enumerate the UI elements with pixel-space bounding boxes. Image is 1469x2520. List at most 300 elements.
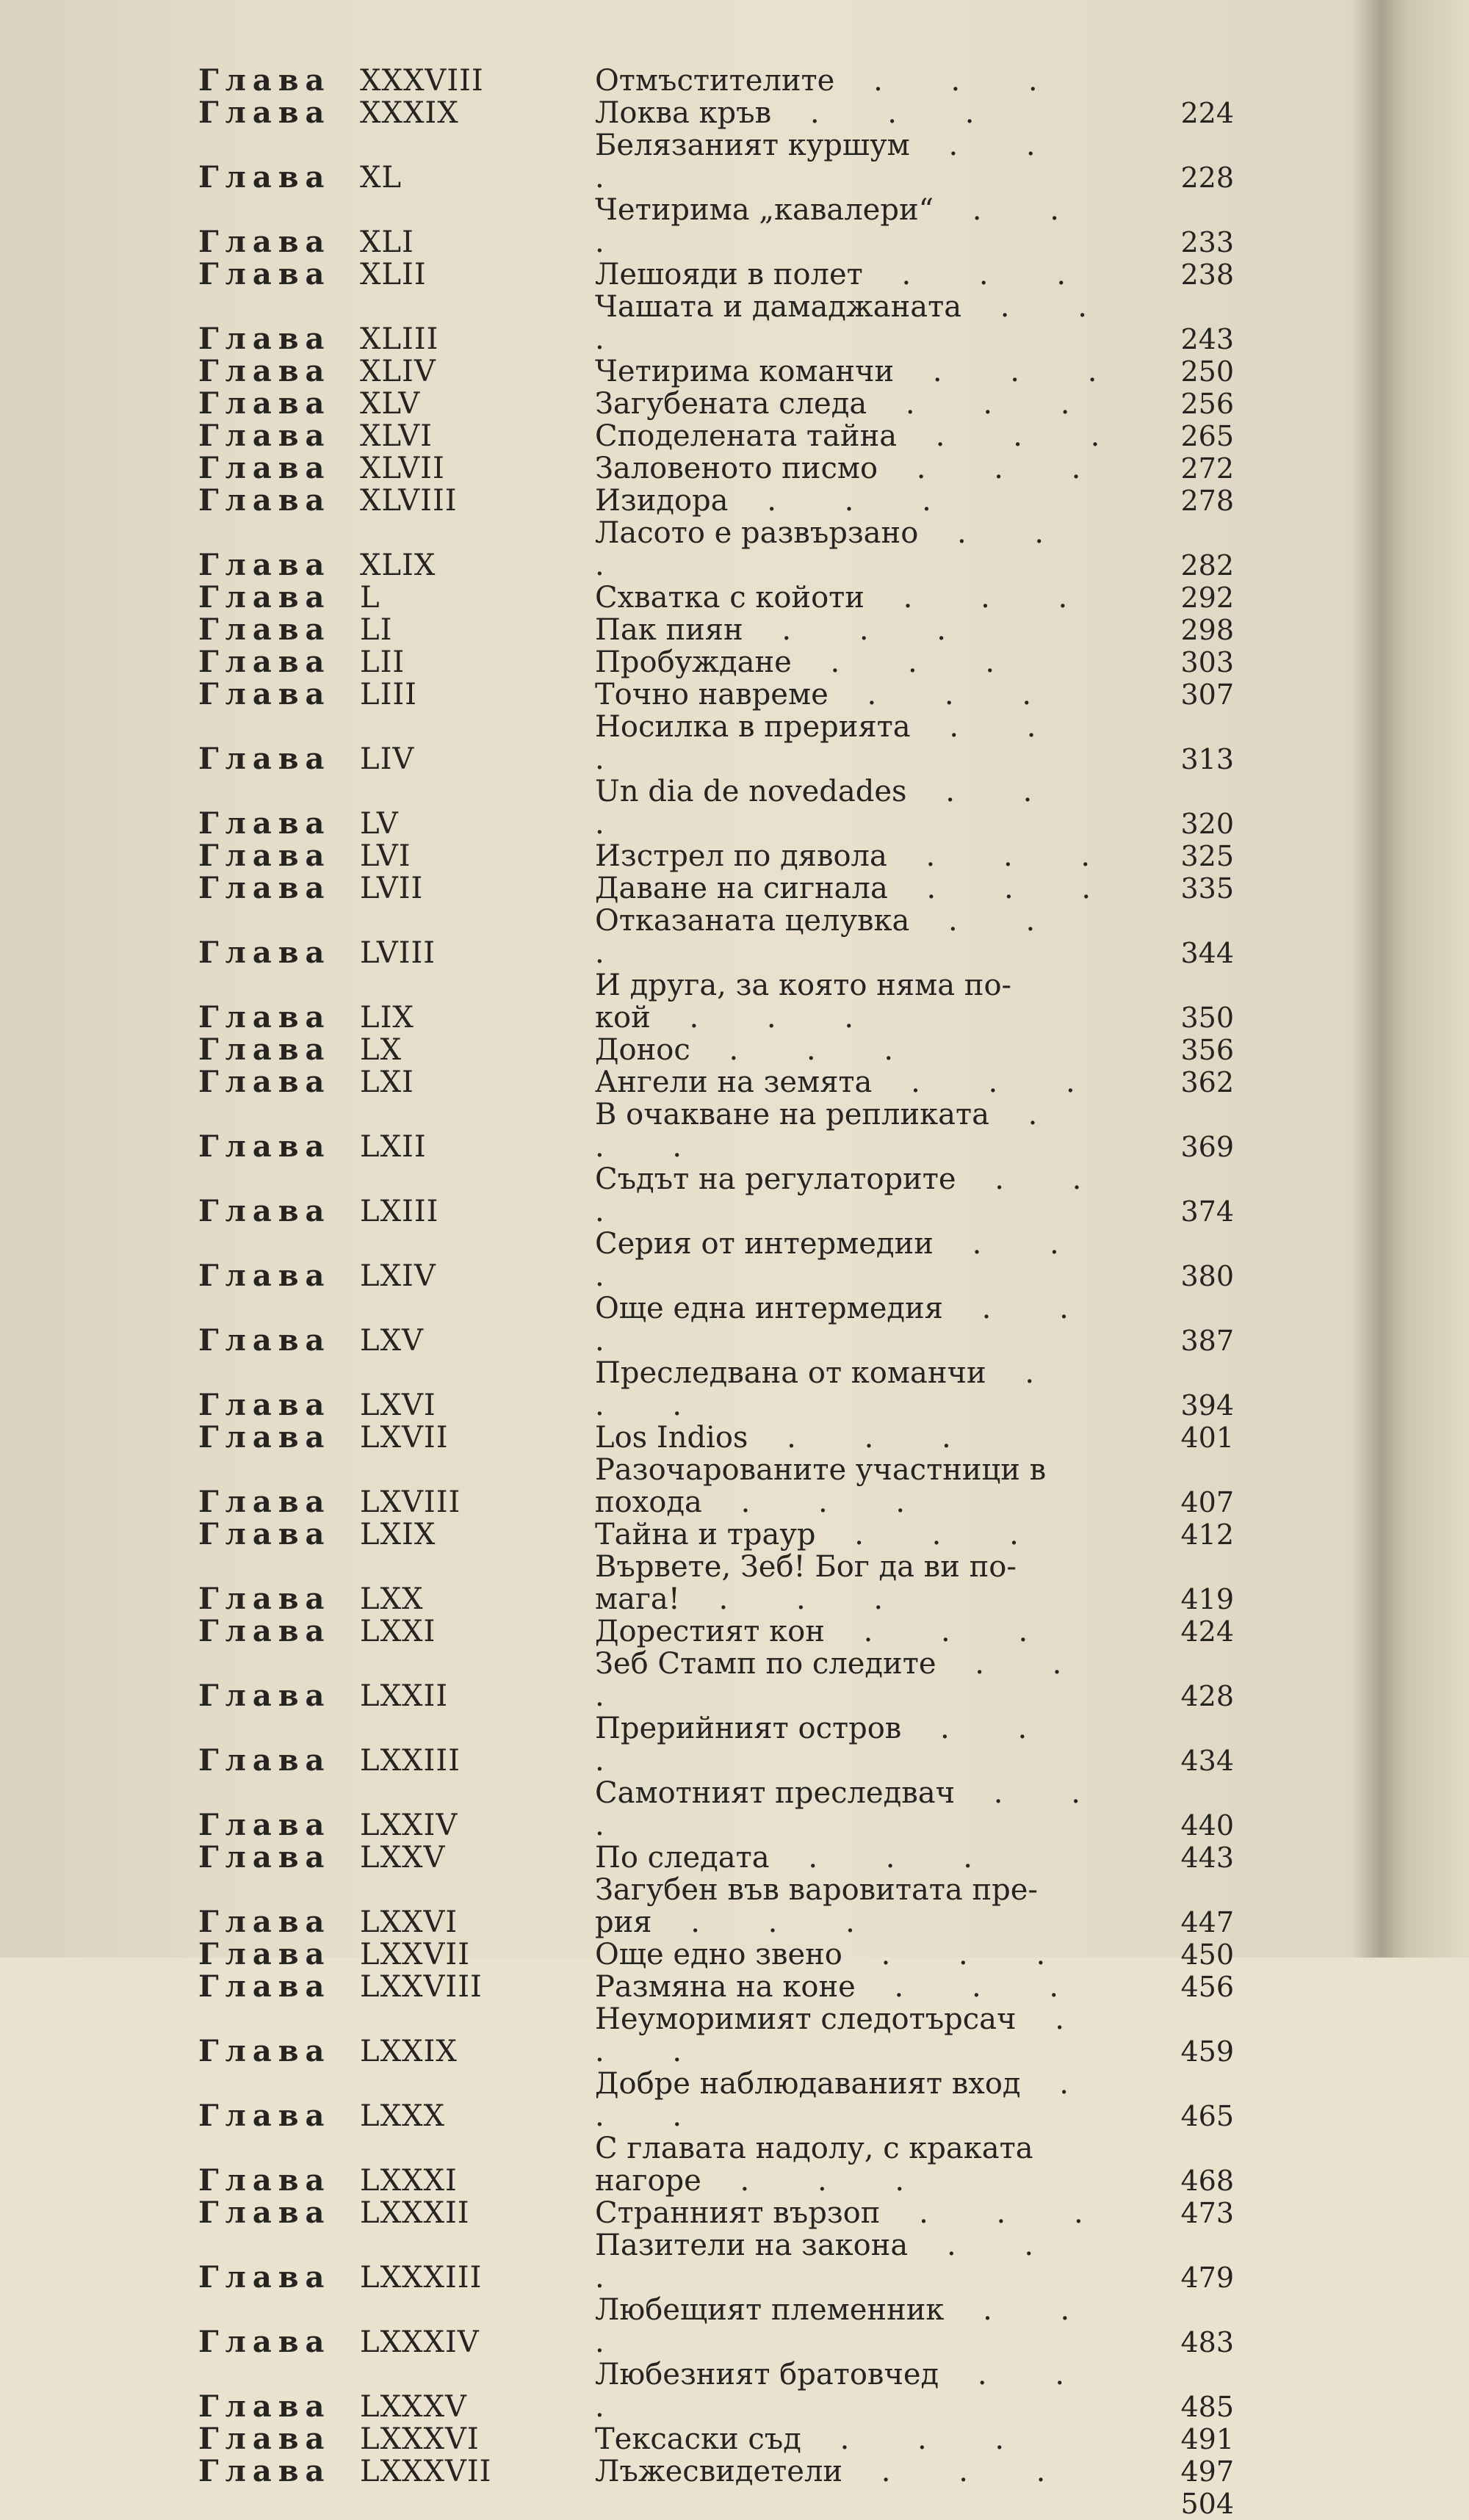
chapter-number: L — [360, 581, 380, 615]
toc-entry — [198, 258, 1234, 291]
leader-dots: . . . — [690, 1033, 923, 1067]
chapter-word: Глава — [198, 1420, 331, 1455]
leader-dots: . . . — [650, 1001, 884, 1035]
chapter-label — [198, 258, 595, 291]
chapter-title-text: Схватка с койоти — [595, 581, 865, 615]
toc-entry — [198, 452, 1234, 485]
chapter-label — [198, 1325, 595, 1357]
chapter-word: Глава — [198, 1969, 331, 2004]
leader-dots: . . . — [595, 1647, 1130, 1713]
chapter-number: XLI — [360, 225, 414, 259]
toc-entry — [198, 2003, 1234, 2068]
chapter-word: Глава — [198, 2260, 331, 2295]
chapter-label — [198, 872, 595, 905]
toc-entry — [198, 646, 1234, 678]
leader-dots: . . . — [897, 419, 1130, 453]
page-number: 335 — [1180, 872, 1234, 905]
page-number: 243 — [1180, 323, 1234, 355]
page-number: 282 — [1180, 549, 1234, 582]
chapter-number: LXVII — [360, 1421, 449, 1455]
chapter-word: Глава — [198, 2034, 331, 2068]
toc-entry — [198, 614, 1234, 646]
leader-dots: . . . — [595, 193, 1127, 259]
leader-dots: . . . — [595, 775, 1101, 841]
toc-entry — [198, 1422, 1234, 1454]
chapter-label — [198, 2423, 595, 2455]
page-number: 401 — [1180, 1422, 1234, 1454]
chapter-title — [595, 840, 1138, 872]
chapter-word: Глава — [198, 1000, 331, 1035]
toc-entry — [198, 775, 1234, 840]
page-gutter-shadow — [1351, 0, 1381, 1958]
chapter-number: LXXXVII — [360, 2455, 492, 2488]
chapter-word: Глава — [198, 322, 331, 356]
chapter-label — [198, 1938, 595, 1971]
chapter-label — [198, 355, 595, 388]
chapter-label — [198, 1583, 595, 1615]
chapter-title-text: Още една интермедия — [595, 1292, 943, 1325]
chapter-label — [198, 2391, 595, 2423]
page-number: 473 — [1180, 2197, 1234, 2229]
chapter-number: LXII — [360, 1130, 427, 1164]
chapter-title-text: Размяна на коне — [595, 1970, 856, 2004]
chapter-title-text: Los Indios — [595, 1421, 748, 1455]
page-number: 344 — [1180, 937, 1234, 969]
leader-dots: . . . — [595, 1712, 1095, 1778]
chapter-title-text: Тайна и траур — [595, 1518, 816, 1552]
page-number: 407 — [1180, 1486, 1234, 1518]
chapter-word: Глава — [198, 63, 331, 98]
chapter-number: LXVI — [360, 1388, 436, 1422]
chapter-title-text: Даване на сигнала — [595, 872, 888, 905]
page-number: 350 — [1180, 1002, 1234, 1034]
page-number: 450 — [1180, 1938, 1234, 1971]
chapter-title — [595, 905, 1138, 969]
chapter-word: Глава — [198, 1840, 331, 1875]
leader-dots: . . . — [728, 484, 961, 518]
chapter-word: Глава — [198, 1129, 331, 1164]
chapter-title — [595, 1292, 1138, 1357]
page-number: 320 — [1180, 808, 1234, 840]
chapter-title-text: Un dia de novedades — [595, 775, 907, 808]
chapter-label — [198, 2197, 595, 2229]
chapter-title — [595, 1162, 1150, 1228]
leader-dots: . . . — [878, 452, 1111, 485]
toc-entry — [198, 1842, 1234, 1874]
chapter-word: Глава — [198, 1485, 331, 1519]
leader-dots: . . . — [769, 1841, 1002, 1875]
chapter-word: Глава — [198, 1065, 331, 1099]
chapter-number: LXXXV — [360, 2390, 467, 2424]
chapter-number: LXV — [360, 1324, 424, 1358]
chapter-number: LII — [360, 645, 405, 679]
chapter-word: Глава — [198, 677, 331, 712]
chapter-title-text: Пак пиян — [595, 613, 743, 647]
leader-dots: . . . — [595, 904, 1103, 970]
toc-entry — [198, 194, 1234, 258]
chapter-title — [595, 355, 1138, 388]
chapter-title — [595, 1776, 1149, 1842]
chapter-title-continuation: кой — [595, 1001, 651, 1035]
chapter-word: Глава — [198, 2163, 331, 2198]
chapter-label — [198, 485, 595, 517]
leader-dots: . . . — [872, 1065, 1105, 1099]
leader-dots: . . . — [887, 872, 1121, 905]
chapter-title — [595, 194, 1138, 258]
chapter-number: LXXXI — [360, 2164, 458, 2198]
chapter-title — [595, 1422, 1138, 1454]
chapter-title-continuation: нагоре — [595, 2164, 701, 2198]
toc-entry — [198, 1874, 1234, 1938]
leader-dots: . . . — [824, 1615, 1058, 1648]
chapter-word: Глава — [198, 225, 331, 259]
chapter-title-text: Изидора — [595, 484, 729, 518]
chapter-title-text: Пробуждане — [595, 645, 792, 679]
chapter-number: LXXV — [360, 1841, 446, 1875]
chapter-title-text: Четирима команчи — [595, 355, 895, 388]
toc-entry — [198, 1066, 1234, 1098]
chapter-number: LV — [360, 807, 399, 841]
page-number: 434 — [1180, 1745, 1234, 1777]
chapter-title-text: Загубен във варовитата пре- — [595, 1873, 1038, 1907]
chapter-title-text: И друга, за която няма по- — [595, 968, 1012, 1002]
chapter-word: Глава — [198, 1679, 331, 1713]
leader-dots: . . . — [867, 387, 1100, 421]
toc-entry — [198, 2068, 1234, 2132]
leader-dots: . . . — [880, 2196, 1113, 2230]
chapter-title — [595, 2358, 1138, 2423]
chapter-label — [198, 582, 595, 614]
chapter-label — [198, 743, 595, 775]
page-number: 485 — [1180, 2391, 1234, 2423]
leader-dots: . . . — [595, 2228, 1102, 2295]
chapter-number: LXXX — [360, 2099, 445, 2133]
toc-entry — [198, 1034, 1234, 1066]
page-number: 380 — [1180, 1260, 1234, 1292]
page-number: 374 — [1180, 1195, 1234, 1228]
chapter-number: LIV — [360, 742, 415, 776]
chapter-number: LXIX — [360, 1518, 436, 1552]
chapter-word: Глава — [198, 95, 331, 130]
chapter-label — [198, 1971, 595, 2003]
chapter-title — [595, 969, 1138, 1034]
chapter-title — [595, 614, 1138, 646]
chapter-number: LXXVI — [360, 1905, 458, 1939]
chapter-label — [198, 65, 595, 97]
chapter-label — [198, 226, 595, 258]
chapter-number: XLIII — [360, 322, 439, 356]
chapter-title-text: Прерийният остров — [595, 1712, 902, 1745]
page-number: 292 — [1180, 582, 1234, 614]
leader-dots: . . . — [595, 1227, 1127, 1293]
chapter-title-text: Отказаната целувка — [595, 904, 910, 938]
toc-entry — [198, 1357, 1234, 1422]
chapter-title-continuation: мага! — [595, 1582, 680, 1616]
chapter-title — [595, 2229, 1138, 2294]
chapter-label — [198, 678, 595, 711]
toc-entry — [198, 291, 1234, 355]
leader-dots: . . . — [815, 1518, 1048, 1552]
leader-dots: . . . — [679, 1582, 913, 1616]
leader-dots: . . . — [828, 678, 1061, 712]
chapter-title-text: Отмъстителите — [595, 64, 835, 98]
leader-dots: . . . — [595, 1356, 1102, 1422]
leader-dots: . . . — [887, 839, 1120, 873]
chapter-number: LXXVIII — [360, 1970, 483, 2004]
chapter-title-text: В очакване на репликата — [595, 1098, 989, 1132]
chapter-label — [198, 2035, 595, 2068]
chapter-word: Глава — [198, 871, 331, 905]
leader-dots: . . . — [595, 710, 1105, 776]
chapter-number: LVI — [360, 839, 411, 873]
chapter-word: Глава — [198, 645, 331, 679]
page-number: 419 — [1180, 1583, 1234, 1615]
chapter-label — [198, 162, 595, 194]
page-number: 362 — [1180, 1066, 1234, 1098]
chapter-title — [595, 2132, 1138, 2197]
chapter-number: LXXIII — [360, 1744, 461, 1778]
leader-dots: . . . — [862, 258, 1096, 292]
chapter-title-continuation: рия — [595, 1905, 652, 1939]
chapter-label — [198, 2326, 595, 2358]
chapter-word: Глава — [198, 2422, 331, 2456]
page-number: 428 — [1180, 1680, 1234, 1712]
chapter-label — [198, 2262, 595, 2294]
chapter-word: Глава — [198, 354, 331, 388]
chapter-title — [595, 65, 1138, 97]
leader-dots: . . . — [791, 645, 1025, 679]
toc-entry — [198, 2423, 1234, 2455]
chapter-label — [198, 1680, 595, 1712]
chapter-label — [198, 1906, 595, 1938]
chapter-label — [198, 1809, 595, 1842]
toc-entry — [198, 1098, 1234, 1163]
chapter-label — [198, 1131, 595, 1163]
chapter-title — [595, 485, 1138, 517]
chapter-word: Глава — [198, 2454, 331, 2488]
leader-dots: . . . — [748, 1421, 981, 1455]
leader-dots: . . . — [864, 581, 1097, 615]
chapter-number: XLVII — [360, 452, 445, 485]
leader-dots: . . . — [842, 2455, 1075, 2488]
page-number: 238 — [1180, 258, 1234, 291]
toc-entry — [198, 1648, 1234, 1712]
page-number: 228 — [1180, 162, 1234, 194]
chapter-label — [198, 1518, 595, 1551]
page-number: 278 — [1180, 485, 1234, 517]
chapter-title — [595, 2197, 1138, 2229]
chapter-title-text: Зеб Стамп по следите — [595, 1647, 936, 1681]
chapter-title — [595, 1874, 1138, 1938]
chapter-title-text: Чашата и дамаджаната — [595, 290, 962, 324]
toc-entry — [198, 2488, 1234, 2520]
chapter-number: XL — [360, 161, 403, 195]
chapter-number: LXXIX — [360, 2035, 458, 2068]
chapter-label — [198, 614, 595, 646]
chapter-title-text: Тексаски съд — [595, 2422, 801, 2456]
chapter-number: XLIX — [360, 548, 436, 582]
toc-entry — [198, 2132, 1234, 2197]
toc-entry — [198, 2294, 1234, 2358]
chapter-title-text: Носилка в прерията — [595, 710, 911, 744]
chapter-label — [198, 1615, 595, 1648]
leader-dots: . . . — [771, 96, 1004, 130]
page-number: 356 — [1180, 1034, 1234, 1066]
chapter-number: LIII — [360, 678, 417, 712]
chapter-label — [198, 937, 595, 969]
chapter-number: LI — [360, 613, 393, 647]
chapter-label — [198, 646, 595, 678]
leader-dots: . . . — [894, 355, 1127, 388]
chapter-title-text: Загубената следа — [595, 387, 867, 421]
leader-dots: . . . — [595, 2358, 1133, 2424]
toc-entry — [198, 517, 1234, 582]
leader-dots: . . . — [595, 2293, 1138, 2359]
leader-dots: . . . — [701, 2164, 934, 2198]
page-number: 459 — [1180, 2035, 1234, 2068]
page-number: 443 — [1180, 1842, 1234, 1874]
leader-dots: . . . — [801, 2422, 1034, 2456]
chapter-title-text: Странният вързоп — [595, 2196, 881, 2230]
page-number: 250 — [1180, 355, 1234, 388]
page-number: 456 — [1180, 1971, 1234, 2003]
chapter-title — [595, 1357, 1138, 1422]
toc-entry — [198, 388, 1234, 420]
chapter-number: LXXXIII — [360, 2261, 483, 2295]
toc-entry — [198, 1938, 1234, 1971]
chapter-title — [595, 517, 1138, 582]
chapter-title — [595, 258, 1138, 291]
chapter-title — [595, 1098, 1138, 1163]
chapter-title-text: Пазители на закона — [595, 2228, 909, 2262]
chapter-word: Глава — [198, 1808, 331, 1842]
chapter-word: Глава — [198, 1582, 331, 1616]
chapter-title — [595, 2294, 1138, 2358]
page-number: 307 — [1180, 678, 1234, 711]
chapter-title-text: Още едно звено — [595, 1938, 842, 1972]
chapter-label — [198, 420, 595, 452]
leader-dots: . . . — [595, 128, 1104, 195]
chapter-title — [595, 1034, 1138, 1066]
chapter-word: Глава — [198, 1323, 331, 1358]
toc-entry — [198, 1454, 1234, 1518]
page-number: 369 — [1180, 1131, 1234, 1163]
page-number: 497 — [1180, 2455, 1234, 2488]
toc-entry — [198, 2197, 1234, 2229]
chapter-title — [595, 1228, 1138, 1292]
chapter-word: Глава — [198, 1032, 331, 1067]
chapter-number: LXIV — [360, 1259, 436, 1293]
chapter-title — [595, 711, 1138, 775]
toc-entry — [198, 2455, 1234, 2488]
toc-entry — [198, 711, 1234, 775]
chapter-label — [198, 1745, 595, 1777]
chapter-title — [595, 1938, 1138, 1971]
chapter-label — [198, 323, 595, 355]
leader-dots: . . . — [595, 1776, 1149, 1842]
toc-entry — [198, 420, 1234, 452]
leader-dots: . . . — [595, 516, 1112, 582]
chapter-word: Глава — [198, 419, 331, 453]
leader-dots: . . . — [595, 1292, 1137, 1358]
toc-entry — [198, 65, 1234, 97]
page-number: 265 — [1180, 420, 1234, 452]
page-number: 394 — [1180, 1389, 1234, 1422]
toc-entry — [198, 1163, 1234, 1228]
toc-entry — [198, 2358, 1234, 2423]
chapter-title-text: Донос — [595, 1033, 690, 1067]
page-number: 479 — [1180, 2262, 1234, 2294]
chapter-word: Глава — [198, 612, 331, 647]
page-edge — [1381, 0, 1469, 1958]
chapter-title-text: Разочарованите участници в — [595, 1453, 1047, 1487]
chapter-title — [595, 1648, 1138, 1712]
chapter-word: Глава — [198, 451, 331, 485]
toc-entry — [198, 129, 1234, 194]
toc-entry — [198, 1971, 1234, 2003]
chapter-word: Глава — [198, 2195, 331, 2230]
chapter-label — [198, 2455, 595, 2488]
chapter-label — [198, 1389, 595, 1422]
toc-entry — [198, 678, 1234, 711]
chapter-word: Глава — [198, 2099, 331, 2133]
chapter-title-text: Дорестият кон — [595, 1615, 825, 1648]
chapter-title-text: Съдът на регулаторите — [595, 1162, 956, 1196]
page-number: 483 — [1180, 2326, 1234, 2358]
chapter-title — [595, 646, 1138, 678]
chapter-label — [198, 1260, 595, 1292]
chapter-label — [198, 388, 595, 420]
page-number: 468 — [1180, 2165, 1234, 2197]
leader-dots: . . . — [842, 1938, 1075, 1972]
toc-entry — [198, 1615, 1234, 1648]
chapter-word: Глава — [198, 2325, 331, 2359]
chapter-label — [198, 2100, 595, 2132]
page-number: 412 — [1180, 1518, 1234, 1551]
table-of-contents — [198, 65, 1234, 2520]
leader-dots: . . . — [595, 1098, 1106, 1164]
chapter-word: Глава — [198, 1517, 331, 1552]
page-number: 325 — [1180, 840, 1234, 872]
chapter-number: LXX — [360, 1582, 424, 1616]
page-number: 491 — [1180, 2423, 1234, 2455]
chapter-title — [595, 1518, 1138, 1551]
chapter-word: Глава — [198, 1937, 331, 1972]
leader-dots: . . . — [743, 613, 975, 647]
chapter-word: Глава — [198, 386, 331, 421]
chapter-word: Глава — [198, 1743, 331, 1778]
page-number: 272 — [1180, 452, 1234, 485]
chapter-title — [595, 1712, 1138, 1777]
toc-entry — [198, 969, 1234, 1034]
page-number: 424 — [1180, 1615, 1234, 1648]
leader-dots: . . . — [595, 2002, 1133, 2068]
chapter-title-text: Преследвана от команчи — [595, 1356, 986, 1390]
chapter-number: LXIII — [360, 1195, 439, 1228]
chapter-number: LVIII — [360, 936, 436, 970]
chapter-number: LXXVII — [360, 1938, 471, 1972]
chapter-word: Глава — [198, 1614, 331, 1648]
chapter-word: Глава — [198, 580, 331, 615]
chapter-title-text: Любещият племенник — [595, 2293, 945, 2327]
toc-entry — [198, 355, 1234, 388]
toc-entry — [198, 1777, 1234, 1842]
chapter-number: LXXXVI — [360, 2422, 480, 2456]
leader-dots: . . . — [834, 64, 1067, 98]
toc-entry — [198, 872, 1234, 905]
chapter-title — [595, 2003, 1138, 2068]
leader-dots: . . . — [855, 1970, 1089, 2004]
